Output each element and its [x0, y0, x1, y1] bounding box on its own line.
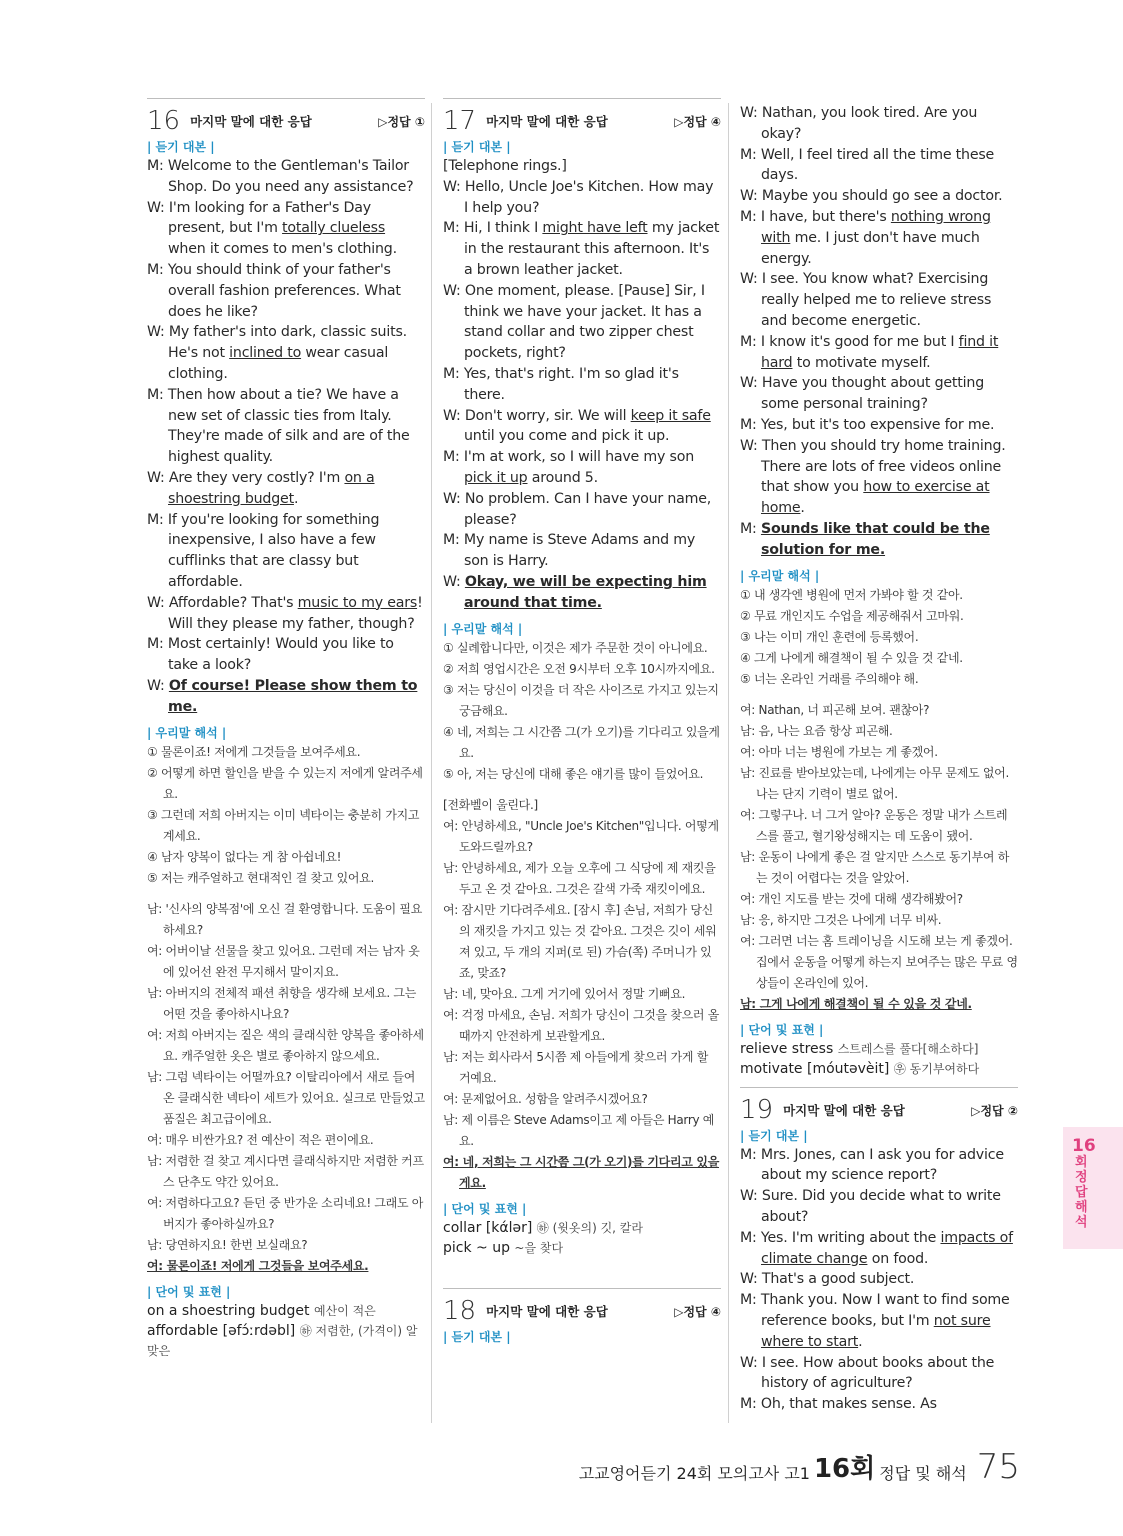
footer-book-title: 고교영어듣기 24회 모의고사 고1: [578, 1464, 810, 1483]
vocab-definition: ~을 찾다: [514, 1240, 564, 1255]
underlined-phrase: keep it safe: [630, 407, 711, 424]
dialogue-line: M: Yes. I'm writing about the impacts of climate change on food.: [740, 1229, 1013, 1267]
korean-line: 남: 그럼 넥타이는 어떨까요? 이탈리아에서 새로 들여온 클래식한 넥타이 세트가 있어요. 실크로 만들었고 품질은 최고급이에요.: [147, 1069, 425, 1126]
option-translation: ④ 그게 나에게 해결책이 될 수 있을 것 같네.: [740, 650, 963, 665]
korean-line: 남: 아버지의 전체적 패션 취향을 생각해 보세요. 그는 어떤 것을 좋아하시나요?: [147, 985, 416, 1021]
korean-line: 여: 그러면 너는 홈 트레이닝을 시도해 보는 게 좋겠어. 집에서 운동을 어떻게 하는지 보여주는 많은 무료 영상들이 온라인에 있어.: [740, 933, 1018, 990]
dialogue-line: M: My name is Steve Adams and my son is Harry.: [443, 532, 696, 570]
dialogue-line: W: Sure. Did you decide what to write about?: [740, 1188, 1001, 1225]
page-number: 75: [976, 1447, 1020, 1487]
korean-intro: [전화벨이 울린다.]: [443, 797, 538, 812]
final-answer: Of course! Please show them to me.: [168, 677, 418, 715]
side-tab-label-4: 석: [1075, 1215, 1088, 1230]
footer-round: 16회: [813, 1454, 876, 1484]
dialogue-line: W: One moment, please. [Pause] Sir, I think we have your jacket. It has a stand collar and two zipper chest pockets, right?: [443, 282, 705, 362]
vocab-tag: | 단어 및 표현 |: [740, 1022, 824, 1037]
korean-line: 남: 저렴한 걸 찾고 계시다면 클래식하지만 저렴한 커프스 단추도 약간 있어요.: [147, 1153, 424, 1189]
answer-label: ▷정답 ②: [971, 1103, 1018, 1118]
dialogue-line: M: Welcome to the Gentleman's Tailor Shop. Do you need any assistance?: [147, 158, 414, 195]
side-tab-label-3: 해: [1075, 1200, 1088, 1215]
vocab-tag: | 단어 및 표현 |: [147, 1284, 231, 1299]
question-header: [443, 98, 721, 135]
korean-line: 여: 걱정 마세요, 손님. 저희가 당신이 그것을 찾으러 올 때까지 안전하게 보관할게요.: [443, 1007, 720, 1043]
option-translation: ② 어떻게 하면 할인을 받을 수 있는지 저에게 알려주세요.: [147, 765, 423, 801]
vocab-item: [740, 1039, 1018, 1059]
question-header: [443, 1288, 721, 1325]
stage-direction: [Telephone rings.]: [443, 158, 567, 174]
underlined-phrase: inclined to: [229, 345, 302, 362]
question-19: [740, 1087, 1018, 1415]
korean-line: 여: 저렴하다고요? 듣던 중 반가운 소리네요! 그래도 아버지가 좋아하실까요?: [147, 1195, 424, 1231]
vocab-definition: 스트레스를 풀다[해소하다]: [837, 1041, 979, 1056]
dialogue-line: M: Hi, I think I might have left my jacket in the restaurant this afternoon. It's a brown leather jacket.: [443, 220, 720, 278]
question-number: 16: [147, 106, 181, 136]
option-translation: ① 실례합니다만, 이것은 제가 주문한 것이 아니에요.: [443, 640, 708, 655]
dialogue-line: W: My father's into dark, classic suits. He's not inclined to wear casual clothing.: [147, 324, 407, 382]
option-translation: ③ 나는 이미 개인 훈련에 등록했어.: [740, 629, 919, 644]
vocab-item: [740, 1059, 1018, 1079]
final-answer: Sounds like that could be the solution for me.: [760, 520, 990, 558]
question-number: 18: [443, 1295, 477, 1326]
vocab-term: relieve stress: [740, 1040, 838, 1057]
side-tab: [1063, 1127, 1123, 1249]
underlined-phrase: impacts of climate change: [761, 1229, 1013, 1267]
vocab-definition: ㉾ 동기부여하다: [893, 1061, 980, 1076]
vocab-item: [443, 1218, 721, 1238]
dialogue-line: M: Thank you. Now I want to find some reference books, but I'm not sure where to start.: [740, 1292, 1010, 1350]
option-translation: ⑤ 아, 저는 당신에 대해 좋은 얘기를 많이 들었어요.: [443, 766, 704, 781]
dialogue-line: M: Then how about a tie? We have a new set of classic ties from Italy. They're made of silk and are of the highest quality.: [147, 386, 410, 466]
translation-tag: | 우리말 해석 |: [740, 568, 820, 583]
question-title: 마지막 말에 대한 응답: [783, 1102, 905, 1118]
question-title: 마지막 말에 대한 응답: [190, 114, 312, 129]
option-translation: ① 내 생각엔 병원에 먼저 가봐야 할 것 같아.: [740, 587, 963, 602]
footer-section: 정답 및 해석: [879, 1464, 967, 1483]
korean-line: 여: 아마 너는 병원에 가보는 게 좋겠어.: [740, 744, 938, 759]
korean-line: 여: 어버이날 선물을 찾고 있어요. 그런데 저는 남자 옷에 있어선 완전 무지해서 말이지요.: [147, 943, 420, 979]
question-header: [740, 1087, 1018, 1124]
korean-line: 남: 안녕하세요, 제가 오늘 오후에 그 식당에 제 재킷을 두고 온 것 같아요. 그것은 갈색 가죽 재킷이에요.: [443, 860, 716, 896]
final-answer-line: M: Sounds like that could be the solution for me.: [740, 520, 990, 558]
question-17: [443, 98, 721, 1258]
dialogue-line: M: Yes, but it's too expensive for me.: [740, 416, 995, 433]
korean-line: 여: 안녕하세요, "Uncle Joe's Kitchen"입니다. 어떻게 도와드릴까요?: [443, 818, 719, 854]
dialogue-line: M: Mrs. Jones, can I ask you for advice about my science report?: [740, 1146, 1004, 1184]
dialogue-line: W: I see. You know what? Exercising really helped me to relieve stress and become energetic.: [740, 271, 992, 329]
korean-line: 남: 운동이 나에게 좋은 걸 알지만 스스로 동기부여 하는 것이 어렵다는 것을 알았어.: [740, 849, 1009, 885]
dialogue-line: M: I have, but there's nothing wrong with me. I just don't have much energy.: [740, 208, 991, 267]
option-translation: ③ 그런데 저희 아버지는 이미 넥타이는 충분히 가지고 계세요.: [147, 807, 420, 843]
side-tab-label-2: 답: [1075, 1185, 1088, 1200]
vocab-term: on a shoestring budget: [147, 1302, 314, 1319]
korean-line: 여: 그렇구나. 너 그거 알아? 운동은 정말 내가 스트레스를 풀고, 혈기왕성해지는 데 도움이 됐어.: [740, 807, 1008, 843]
korean-final-answer: 여: 물론이죠! 저에게 그것들을 보여주세요.: [147, 1258, 369, 1273]
option-translation: ③ 저는 당신이 이것을 더 작은 사이즈로 가지고 있는지 궁금해요.: [443, 682, 719, 718]
question-title: 마지막 말에 대한 응답: [486, 1303, 608, 1319]
dialogue-line: M: Yes, that's right. I'm so glad it's there.: [443, 365, 679, 403]
dialogue-line: W: Are they very costly? I'm on a shoestring budget.: [147, 469, 375, 507]
column-1: [147, 98, 425, 1361]
underlined-phrase: totally clueless: [282, 220, 386, 237]
side-tab-number: 16: [1072, 1136, 1096, 1156]
side-tab-label-1: 정: [1075, 1170, 1088, 1185]
question-18-header: [443, 1288, 721, 1345]
translation-tag: | 우리말 해석 |: [147, 725, 227, 740]
final-answer-line: W: Okay, we will be expecting him around that time.: [443, 573, 707, 611]
side-tab-round: 회: [1075, 1155, 1088, 1170]
vocab-item: [147, 1321, 425, 1361]
script-tag: | 듣기 대본 |: [443, 1329, 511, 1344]
dialogue-line: M: Well, I feel tired all the time these days.: [740, 146, 995, 184]
script-tag: | 듣기 대본 |: [740, 1128, 808, 1143]
dialogue-line: M: I know it's good for me but I find it hard to motivate myself.: [740, 333, 999, 371]
answer-label: ▷정답 ④: [674, 115, 721, 129]
korean-line: 남: 당연하지요! 한번 보실래요?: [147, 1237, 308, 1252]
question-number: 17: [443, 106, 477, 136]
column-divider: [431, 103, 432, 1423]
final-answer-line: W: Of course! Please show them to me.: [147, 677, 418, 715]
korean-line: 여: Nathan, 너 피곤해 보여. 괜찮아?: [740, 702, 930, 717]
dialogue-line: M: Most certainly! Would you like to take a look?: [147, 636, 394, 674]
option-translation: ② 저희 영업시간은 오전 9시부터 오후 10시까지에요.: [443, 661, 715, 676]
dialogue-line: W: I'm looking for a Father's Day present, but I'm totally clueless when it comes to men's clothing.: [147, 199, 397, 258]
page-footer: [560, 1444, 1020, 1487]
dialogue-line: W: Affordable? That's music to my ears! Will they please my father, though?: [147, 594, 423, 632]
column-divider: [728, 103, 729, 1423]
vocab-item: [443, 1238, 721, 1258]
vocab-definition: 예산이 적은: [314, 1303, 376, 1318]
dialogue-line: W: Don't worry, sir. We will keep it safe until you come and pick it up.: [443, 407, 711, 445]
korean-line: 여: 잠시만 기다려주세요. [잠시 후] 손님, 저희가 당신의 재킷을 가지고 있는 것 같아요. 그것은 깃이 세워져 있고, 두 개의 지퍼(로 된) 가슴(쪽) 주머니가 있죠, 맞죠?: [443, 902, 717, 980]
script-tag: | 듣기 대본 |: [443, 140, 511, 154]
dialogue-line: W: Hello, Uncle Joe's Kitchen. How may I help you?: [443, 178, 714, 216]
option-translation: ① 물론이죠! 저에게 그것들을 보여주세요.: [147, 744, 361, 759]
option-translation: ④ 남자 양복이 없다는 게 참 아쉽네요!: [147, 849, 342, 864]
korean-line: 여: 매우 비싼가요? 전 예산이 적은 편이에요.: [147, 1132, 374, 1147]
underlined-phrase: music to my ears: [297, 594, 418, 611]
underlined-phrase: not sure where to start: [761, 1312, 991, 1350]
vocab-tag: | 단어 및 표현 |: [443, 1201, 527, 1216]
question-18-continued: [740, 103, 1018, 1079]
underlined-phrase: find it hard: [761, 333, 999, 371]
question-16: [147, 98, 425, 1361]
underlined-phrase: how to exercise at home: [761, 479, 990, 517]
question-title: 마지막 말에 대한 응답: [486, 114, 608, 129]
dialogue-line: M: Oh, that makes sense. As: [740, 1396, 937, 1413]
dialogue-line: W: Maybe you should go see a doctor.: [740, 188, 1003, 205]
spacer: [147, 889, 425, 899]
vocab-term: motivate [móutəvèit]: [740, 1060, 894, 1077]
option-translation: ⑤ 너는 온라인 거래를 주의해야 해.: [740, 671, 919, 686]
column-3: [740, 103, 1018, 1415]
korean-line: 여: 개인 지도를 받는 것에 대해 생각해봤어?: [740, 891, 963, 906]
dialogue-line: W: That's a good subject.: [740, 1271, 915, 1288]
answer-label: ▷정답 ①: [378, 115, 425, 129]
column-2: [443, 98, 721, 1346]
dialogue-line: M: If you're looking for something inexpensive, I also have a few cufflinks that are classy but affordable.: [147, 511, 380, 590]
vocab-definition: ㉻ (윗옷의) 깃, 칼라: [536, 1220, 643, 1235]
dialogue-line: W: I see. How about books about the history of agriculture?: [740, 1354, 995, 1392]
underlined-phrase: nothing wrong with: [761, 208, 991, 246]
korean-line: 남: '신사의 양복점'에 오신 걸 환영합니다. 도움이 필요하세요?: [147, 901, 422, 937]
script-tag: | 듣기 대본 |: [147, 140, 215, 154]
korean-line: 남: 제 이름은 Steve Adams이고 제 아들은 Harry 예요.: [443, 1112, 715, 1148]
dialogue-line: W: Then you should try home training. There are lots of free videos online that show you how to exercise at home.: [740, 437, 1006, 517]
dialogue-line: W: Nathan, you look tired. Are you okay?: [740, 105, 978, 142]
option-translation: ⑤ 저는 캐주얼하고 현대적인 걸 찾고 있어요.: [147, 870, 375, 885]
dialogue-line: M: I'm at work, so I will have my son pick it up around 5.: [443, 449, 694, 486]
korean-final-answer: 남: 그게 나에게 해결책이 될 수 있을 것 같네.: [740, 996, 972, 1011]
korean-line: 남: 저는 회사라서 5시쯤 제 아들에게 찾으러 가게 할 거예요.: [443, 1049, 709, 1085]
korean-line: 남: 네, 맞아요. 그게 거기에 있어서 정말 기뻐요.: [443, 986, 686, 1001]
vocab-term: affordable [əfɔ́ːrdəbl]: [147, 1322, 300, 1339]
vocab-term: pick ~ up: [443, 1239, 515, 1256]
dialogue-line: W: Have you thought about getting some personal training?: [740, 375, 985, 413]
vocab-definition: ㉻ 저렴한, (가격이) 알맞은: [147, 1323, 418, 1358]
korean-line: 여: 문제없어요. 성함을 알려주시겠어요?: [443, 1091, 648, 1106]
vocab-term: collar [kάlər]: [443, 1219, 537, 1236]
final-answer: Okay, we will be expecting him around that time.: [464, 573, 707, 611]
vocab-item: [147, 1301, 425, 1321]
option-translation: ④ 네, 저희는 그 시간쯤 그(가 오기)를 기다리고 있을게요.: [443, 724, 720, 760]
answer-label: ▷정답 ④: [674, 1304, 721, 1319]
korean-line: 여: 저희 아버지는 짙은 색의 클래식한 양복을 좋아하세요. 캐주얼한 옷은 별로 좋아하지 않으세요.: [147, 1027, 424, 1063]
underlined-phrase: pick it up: [464, 469, 528, 486]
question-number: 19: [740, 1094, 774, 1125]
dialogue-line: M: You should think of your father's overall fashion preferences. What does he like?: [147, 261, 401, 320]
underlined-phrase: might have left: [542, 220, 648, 237]
korean-line: 남: 음, 나는 요즘 항상 피곤해.: [740, 723, 893, 738]
question-header: [147, 98, 425, 135]
spacer: [740, 690, 1018, 700]
dialogue-line: W: No problem. Can I have your name, please?: [443, 490, 712, 528]
korean-line: 남: 응, 하지만 그것은 나에게 너무 비싸.: [740, 912, 942, 927]
spacer: [443, 785, 721, 795]
translation-tag: | 우리말 해석 |: [443, 621, 523, 636]
korean-line: 남: 진료를 받아보았는데, 나에게는 아무 문제도 없어. 나는 단지 기력이 별로 없어.: [740, 765, 1009, 801]
underlined-phrase: on a shoestring budget: [168, 469, 375, 507]
korean-final-answer: 여: 네, 저희는 그 시간쯤 그(가 오기)를 기다리고 있을게요.: [443, 1154, 719, 1190]
option-translation: ② 무료 개인지도 수업을 제공해줘서 고마워.: [740, 608, 964, 623]
